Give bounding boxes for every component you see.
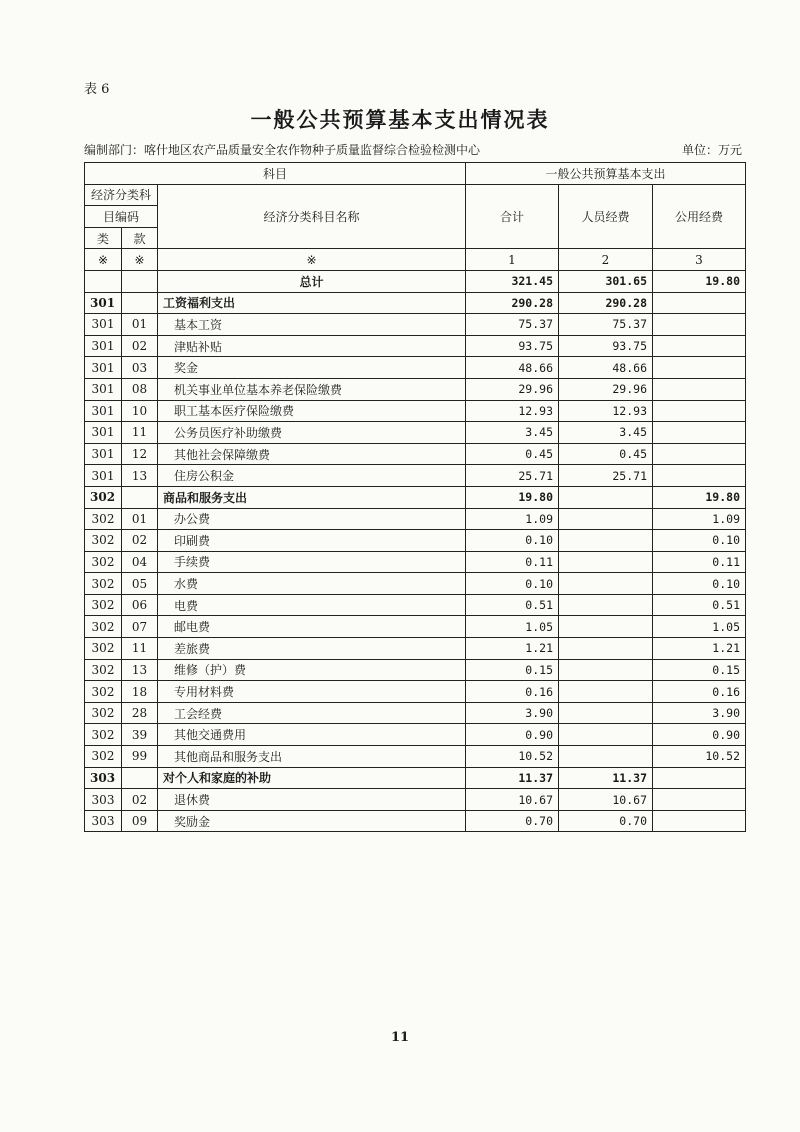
header-row-5 <box>85 249 746 271</box>
row-total: 29.96 <box>466 378 559 400</box>
department-label: 编制部门：喀什地区农产品质量安全农作物种子质量监督综合检验检测中心 <box>84 143 481 157</box>
header-row-1 <box>85 163 746 185</box>
table-row <box>85 659 746 681</box>
row-personnel <box>559 573 653 595</box>
row-total: 1.09 <box>466 508 559 530</box>
row-total: 12.93 <box>466 400 559 422</box>
row-public <box>653 810 746 832</box>
header-name: 经济分类科目名称 <box>158 184 466 249</box>
row-name: 退休费 <box>158 789 466 811</box>
row-lei: 302 <box>85 681 122 703</box>
table-row <box>85 746 746 768</box>
table-row <box>85 422 746 444</box>
row-personnel: 48.66 <box>559 357 653 379</box>
row-public: 0.16 <box>653 681 746 703</box>
row-kuan <box>122 292 158 314</box>
row-name: 职工基本医疗保险缴费 <box>158 400 466 422</box>
row-name: 对个人和家庭的补助 <box>158 767 466 789</box>
row-total: 93.75 <box>466 335 559 357</box>
row-personnel <box>559 746 653 768</box>
row-personnel: 3.45 <box>559 422 653 444</box>
row-kuan: 11 <box>122 638 158 660</box>
row-personnel: 0.70 <box>559 810 653 832</box>
row-lei: 301 <box>85 443 122 465</box>
row-total: 0.10 <box>466 573 559 595</box>
header-budget: 一般公共预算基本支出 <box>466 163 746 185</box>
row-public <box>653 443 746 465</box>
total-label: 总计 <box>158 270 466 292</box>
row-personnel <box>559 551 653 573</box>
row-total: 0.16 <box>466 681 559 703</box>
table-row <box>85 443 746 465</box>
row-kuan: 09 <box>122 810 158 832</box>
row-lei: 301 <box>85 292 122 314</box>
row-total: 11.37 <box>466 767 559 789</box>
row-lei: 302 <box>85 616 122 638</box>
row-total: 10.67 <box>466 789 559 811</box>
table-row <box>85 508 746 530</box>
row-lei: 302 <box>85 573 122 595</box>
row-lei: 302 <box>85 638 122 660</box>
row-kuan: 13 <box>122 465 158 487</box>
row-kuan: 05 <box>122 573 158 595</box>
row-lei: 302 <box>85 659 122 681</box>
table-row <box>85 702 746 724</box>
row-kuan <box>122 767 158 789</box>
header-subject: 科目 <box>85 163 466 185</box>
row-kuan: 06 <box>122 594 158 616</box>
row-public: 0.51 <box>653 594 746 616</box>
row-name: 机关事业单位基本养老保险缴费 <box>158 378 466 400</box>
total-total: 321.45 <box>466 270 559 292</box>
row-personnel: 10.67 <box>559 789 653 811</box>
row-personnel: 75.37 <box>559 314 653 336</box>
row-kuan: 02 <box>122 789 158 811</box>
row-lei: 301 <box>85 378 122 400</box>
row-public: 1.21 <box>653 638 746 660</box>
row-lei: 303 <box>85 789 122 811</box>
row-name: 邮电费 <box>158 616 466 638</box>
row-public <box>653 767 746 789</box>
row-total: 1.21 <box>466 638 559 660</box>
table-row <box>85 378 746 400</box>
row-kuan: 39 <box>122 724 158 746</box>
row-lei: 302 <box>85 724 122 746</box>
row-total: 25.71 <box>466 465 559 487</box>
row-kuan: 12 <box>122 443 158 465</box>
table-row <box>85 486 746 508</box>
row-public: 0.11 <box>653 551 746 573</box>
row-public <box>653 357 746 379</box>
row-personnel: 29.96 <box>559 378 653 400</box>
row-personnel <box>559 638 653 660</box>
row-name: 差旅费 <box>158 638 466 660</box>
header-public: 公用经费 <box>653 184 746 249</box>
row-name: 其他交通费用 <box>158 724 466 746</box>
row-kuan: 02 <box>122 335 158 357</box>
row-total: 48.66 <box>466 357 559 379</box>
row-name: 奖金 <box>158 357 466 379</box>
row-name: 水费 <box>158 573 466 595</box>
header-col-number: 2 <box>559 249 653 271</box>
row-lei: 302 <box>85 530 122 552</box>
table-row <box>85 357 746 379</box>
table-row <box>85 314 746 336</box>
row-kuan: 02 <box>122 530 158 552</box>
row-lei: 303 <box>85 767 122 789</box>
row-total: 10.52 <box>466 746 559 768</box>
row-public: 10.52 <box>653 746 746 768</box>
row-personnel: 12.93 <box>559 400 653 422</box>
page-title: 一般公共预算基本支出情况表 <box>250 107 550 132</box>
table-row <box>85 681 746 703</box>
row-public <box>653 422 746 444</box>
row-name: 住房公积金 <box>158 465 466 487</box>
row-kuan: 08 <box>122 378 158 400</box>
row-total: 0.70 <box>466 810 559 832</box>
header-total: 合计 <box>466 184 559 249</box>
row-total: 290.28 <box>466 292 559 314</box>
row-kuan: 10 <box>122 400 158 422</box>
total-kuan <box>122 270 158 292</box>
row-kuan: 03 <box>122 357 158 379</box>
table-row <box>85 551 746 573</box>
row-name: 印刷费 <box>158 530 466 552</box>
table-row <box>85 616 746 638</box>
table-row <box>85 724 746 746</box>
row-kuan <box>122 486 158 508</box>
row-name: 工资福利支出 <box>158 292 466 314</box>
table-row <box>85 292 746 314</box>
row-kuan: 11 <box>122 422 158 444</box>
row-kuan: 18 <box>122 681 158 703</box>
row-total: 3.90 <box>466 702 559 724</box>
row-total: 19.80 <box>466 486 559 508</box>
row-lei: 302 <box>85 594 122 616</box>
row-kuan: 28 <box>122 702 158 724</box>
table-row <box>85 573 746 595</box>
row-public <box>653 400 746 422</box>
total-public: 19.80 <box>653 270 746 292</box>
row-public <box>653 314 746 336</box>
page-number: 11 <box>390 1030 410 1045</box>
row-public <box>653 789 746 811</box>
row-total: 0.10 <box>466 530 559 552</box>
row-public <box>653 378 746 400</box>
row-personnel <box>559 486 653 508</box>
row-name: 奖励金 <box>158 810 466 832</box>
row-public: 0.90 <box>653 724 746 746</box>
row-lei: 301 <box>85 465 122 487</box>
row-name: 商品和服务支出 <box>158 486 466 508</box>
unit-label: 单位：万元 <box>681 143 742 157</box>
header-col-number: 1 <box>466 249 559 271</box>
row-total: 0.51 <box>466 594 559 616</box>
row-personnel <box>559 508 653 530</box>
row-name: 工会经费 <box>158 702 466 724</box>
row-personnel <box>559 724 653 746</box>
header-personnel: 人员经费 <box>559 184 653 249</box>
row-total: 0.11 <box>466 551 559 573</box>
row-personnel: 0.45 <box>559 443 653 465</box>
row-personnel <box>559 594 653 616</box>
row-personnel: 25.71 <box>559 465 653 487</box>
row-kuan: 07 <box>122 616 158 638</box>
row-lei: 301 <box>85 422 122 444</box>
row-name: 专用材料费 <box>158 681 466 703</box>
row-public <box>653 292 746 314</box>
row-name: 公务员医疗补助缴费 <box>158 422 466 444</box>
row-personnel <box>559 681 653 703</box>
table-row <box>85 465 746 487</box>
row-public: 0.15 <box>653 659 746 681</box>
row-total: 0.90 <box>466 724 559 746</box>
row-total: 1.05 <box>466 616 559 638</box>
row-name: 基本工资 <box>158 314 466 336</box>
row-kuan: 13 <box>122 659 158 681</box>
row-personnel: 11.37 <box>559 767 653 789</box>
row-personnel <box>559 616 653 638</box>
table-row <box>85 530 746 552</box>
header-lei: 类 <box>85 227 122 249</box>
row-name: 电费 <box>158 594 466 616</box>
table-number: 表 6 <box>84 82 110 97</box>
row-personnel: 93.75 <box>559 335 653 357</box>
table-row <box>85 335 746 357</box>
row-name: 津贴补贴 <box>158 335 466 357</box>
table-row <box>85 400 746 422</box>
row-total: 0.15 <box>466 659 559 681</box>
header-code-line1: 经济分类科 <box>85 184 158 206</box>
row-lei: 302 <box>85 551 122 573</box>
row-public: 0.10 <box>653 530 746 552</box>
row-personnel <box>559 702 653 724</box>
total-row <box>85 270 746 292</box>
row-name: 其他社会保障缴费 <box>158 443 466 465</box>
row-lei: 302 <box>85 508 122 530</box>
table-row <box>85 810 746 832</box>
table-row <box>85 789 746 811</box>
row-lei: 301 <box>85 314 122 336</box>
table-row <box>85 638 746 660</box>
total-lei <box>85 270 122 292</box>
row-name: 办公费 <box>158 508 466 530</box>
row-public <box>653 335 746 357</box>
row-total: 3.45 <box>466 422 559 444</box>
row-personnel <box>559 530 653 552</box>
row-lei: 301 <box>85 335 122 357</box>
row-lei: 302 <box>85 702 122 724</box>
row-kuan: 99 <box>122 746 158 768</box>
table-row <box>85 767 746 789</box>
table-row <box>85 594 746 616</box>
row-lei: 301 <box>85 400 122 422</box>
header-col-number: 3 <box>653 249 746 271</box>
row-lei: 302 <box>85 486 122 508</box>
row-public <box>653 465 746 487</box>
header-mark: ※ <box>85 249 122 271</box>
row-kuan: 01 <box>122 314 158 336</box>
row-personnel <box>559 659 653 681</box>
row-kuan: 01 <box>122 508 158 530</box>
row-personnel: 290.28 <box>559 292 653 314</box>
header-row-2 <box>85 184 746 206</box>
row-kuan: 04 <box>122 551 158 573</box>
header-mark: ※ <box>122 249 158 271</box>
row-public: 19.80 <box>653 486 746 508</box>
header-kuan: 款 <box>122 227 158 249</box>
budget-table <box>84 162 746 832</box>
total-personnel: 301.65 <box>559 270 653 292</box>
row-total: 0.45 <box>466 443 559 465</box>
row-name: 其他商品和服务支出 <box>158 746 466 768</box>
row-lei: 303 <box>85 810 122 832</box>
row-public: 0.10 <box>653 573 746 595</box>
row-lei: 302 <box>85 746 122 768</box>
row-lei: 301 <box>85 357 122 379</box>
row-public: 3.90 <box>653 702 746 724</box>
header-code-line2: 目编码 <box>85 206 158 228</box>
row-public: 1.09 <box>653 508 746 530</box>
row-name: 手续费 <box>158 551 466 573</box>
row-total: 75.37 <box>466 314 559 336</box>
row-name: 维修（护）费 <box>158 659 466 681</box>
row-public: 1.05 <box>653 616 746 638</box>
header-mark: ※ <box>158 249 466 271</box>
